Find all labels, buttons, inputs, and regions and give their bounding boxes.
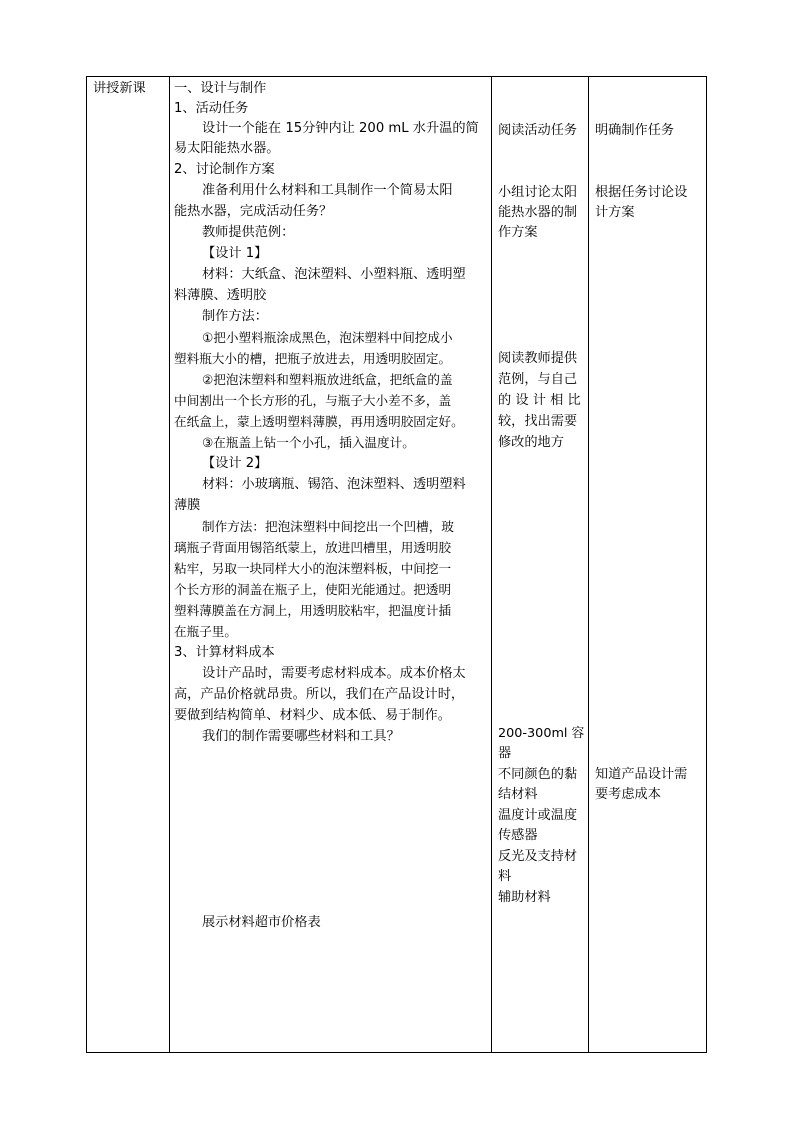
- content-line: 教师提供范例：: [202, 225, 295, 240]
- student-activity-line: 阅读教师提供: [498, 351, 578, 366]
- content-line: 能热水器，完成活动任务？: [174, 204, 333, 219]
- content-line: 准备利用什么材料和工具制作一个简易太阳: [202, 183, 453, 198]
- section-heading: 一、设计与制作: [174, 81, 267, 96]
- student-activity-line: 范例，与自己: [498, 372, 578, 387]
- design-heading: 【设计 2】: [202, 456, 268, 471]
- content-line: 高，产品价格就昂贵。所以，我们在产品设计时，: [174, 687, 465, 702]
- design-heading: 【设计 1】: [202, 246, 268, 261]
- content-line: 易太阳能热水器。: [174, 141, 280, 156]
- student-activity-line: 作方案: [498, 225, 538, 240]
- material-item: 器: [498, 746, 512, 761]
- material-item: 反光及支持材: [498, 849, 578, 864]
- student-activity-column: [492, 77, 589, 1052]
- content-line: ①把小塑料瓶涂成黑色，泡沫塑料中间挖成小: [202, 330, 453, 345]
- material-item: 结材料: [498, 787, 538, 802]
- intent-line: 根据任务讨论设: [595, 185, 688, 200]
- student-activity-line: 的 设 计 相 比: [498, 393, 581, 408]
- stage-label: 讲授新课: [93, 81, 146, 96]
- student-activity-line: 较，找出需要: [498, 414, 578, 429]
- design-intent-column: [589, 77, 706, 1052]
- material-item: 不同颜色的黏: [498, 767, 578, 782]
- content-line: 我们的制作需要哪些材料和工具？: [202, 729, 400, 744]
- content-line: 中间割出一个长方形的孔，与瓶子大小差不多，盖: [174, 393, 452, 408]
- subsection-heading: 3、计算材料成本: [174, 645, 275, 660]
- content-line: 个长方形的洞盖在瓶子上，使阳光能通过。把透明: [174, 582, 452, 597]
- content-line: 制作方法：把泡沫塑料中间挖出一个凹槽，玻: [202, 519, 454, 534]
- content-line: 璃瓶子背面用锡箔纸蒙上，放进凹槽里，用透明胶: [174, 540, 452, 555]
- student-activity-line: 阅读活动任务: [498, 123, 578, 138]
- content-line: 材料：大纸盒、泡沫塑料、小塑料瓶、透明塑: [202, 267, 466, 282]
- content-line: 在纸盒上，蒙上透明塑料薄膜，再用透明胶固定好。: [174, 414, 464, 429]
- content-line: 要做到结构简单、材料少、成本低、易于制作。: [174, 708, 451, 723]
- intent-line: 明确制作任务: [595, 123, 675, 138]
- subsection-heading: 1、活动任务: [174, 101, 249, 116]
- content-line: 料薄膜、透明胶: [174, 288, 267, 303]
- content-line: 薄膜: [174, 498, 201, 513]
- content-line: 设计一个能在 15分钟内让 200 mL 水升温的简: [202, 121, 479, 136]
- content-line: 塑料薄膜盖在方洞上，用透明胶粘牢，把温度计插: [174, 603, 452, 618]
- subsection-heading: 2、讨论制作方案: [174, 162, 275, 177]
- content-line: 粘牢，另取一块同样大小的泡沫塑料板，中间挖一: [174, 561, 452, 576]
- lesson-table: [86, 76, 707, 1053]
- material-item: 辅助材料: [498, 890, 551, 905]
- content-line: 设计产品时，需要考虑材料成本。成本价格太: [202, 666, 466, 681]
- content-line: 制作方法：: [202, 309, 268, 324]
- content-line: ③在瓶盖上钻一个小孔，插入温度计。: [202, 435, 415, 450]
- student-activity-line: 能热水器的制: [498, 205, 578, 220]
- intent-line: 计方案: [595, 205, 635, 220]
- price-table-note: 展示材料超市价格表: [202, 915, 321, 930]
- material-item: 温度计或温度: [498, 808, 578, 823]
- content-line: 塑料瓶大小的槽，把瓶子放进去，用透明胶固定。: [174, 351, 452, 366]
- teacher-activity-column: [170, 77, 492, 1052]
- content-line: 在瓶子里。: [174, 624, 237, 639]
- content-line: 材料：小玻璃瓶、锡箔、泡沫塑料、透明塑料: [202, 477, 466, 492]
- material-item: 传感器: [498, 828, 538, 843]
- material-item: 200-300ml 容: [498, 726, 585, 741]
- material-item: 料: [498, 869, 512, 884]
- student-activity-line: 修改的地方: [498, 435, 564, 450]
- student-activity-line: 小组讨论太阳: [498, 185, 578, 200]
- intent-line: 要考虑成本: [595, 787, 661, 802]
- intent-line: 知道产品设计需: [595, 767, 688, 782]
- stage-column: [87, 77, 170, 1052]
- content-line: ②把泡沫塑料和塑料瓶放进纸盒，把纸盒的盖: [202, 372, 453, 387]
